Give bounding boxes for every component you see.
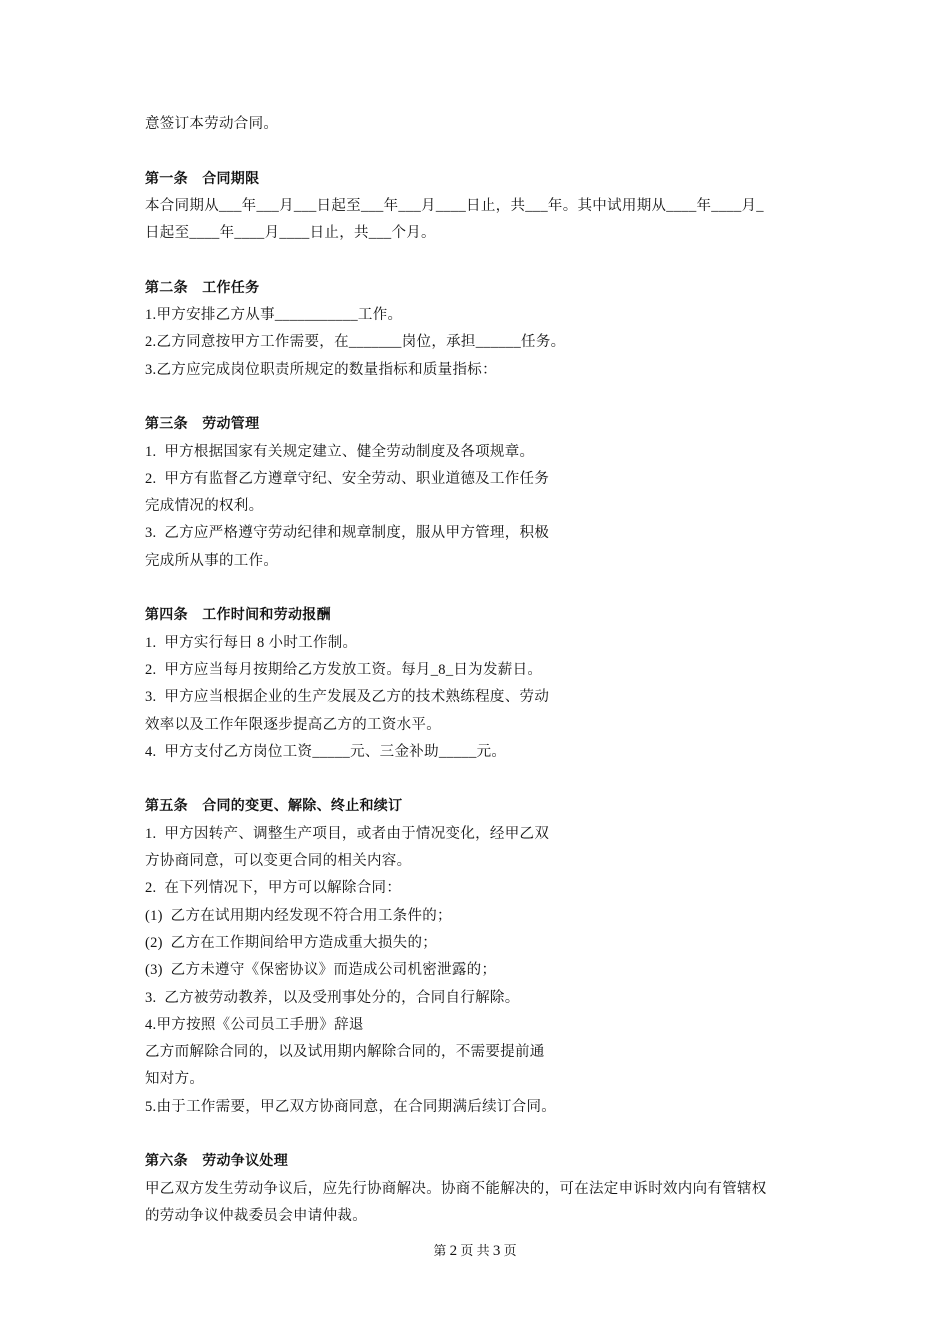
paragraph-line: 的劳动争议仲裁委员会申请仲裁。 — [145, 1207, 367, 1224]
section-heading: 第五条 合同的变更、解除、终止和续订 — [145, 798, 403, 815]
section-heading: 第四条 工作时间和劳动报酬 — [145, 607, 331, 624]
paragraph-line: 知对方。 — [145, 1071, 205, 1088]
blank-line — [145, 766, 825, 793]
total-page-count: 3 — [492, 1243, 501, 1259]
blank-line — [145, 138, 825, 165]
section-heading: 第三条 劳动管理 — [145, 416, 260, 433]
paragraph-line: 2. 甲方应当每月按期给乙方发放工资。每月_8_日为发薪日。 — [145, 661, 543, 678]
paragraph-line: 日起至____年____月____日止，共___个月。 — [145, 225, 436, 242]
paragraph-line: 3.乙方应完成岗位职责所规定的数量指标和质量指标： — [145, 361, 497, 378]
paragraph-line: 2.乙方同意按甲方工作需要，在_______岗位，承担______任务。 — [145, 334, 566, 351]
current-page-number: 2 — [449, 1243, 458, 1259]
paragraph-line: (2) 乙方在工作期间给甲方造成重大损失的； — [145, 934, 438, 951]
page-footer — [0, 1240, 950, 1260]
paragraph-line: 效率以及工作年限逐步提高乙方的工资水平。 — [145, 716, 441, 733]
section-heading: 第一条 合同期限 — [145, 170, 260, 187]
blank-line — [145, 1121, 825, 1148]
paragraph-line: 1.甲方安排乙方从事___________工作。 — [145, 307, 403, 324]
footer-prefix: 第 — [433, 1243, 450, 1258]
paragraph-line: 完成所从事的工作。 — [145, 552, 279, 569]
paragraph-line: 1. 甲方实行每日 8 小时工作制。 — [145, 634, 358, 651]
paragraph-line: 乙方而解除合同的，以及试用期内解除合同的，不需要提前通 — [145, 1044, 545, 1061]
paragraph-line: 4.甲方按照《公司员工手册》辞退 — [145, 1016, 364, 1033]
paragraph-line: 完成情况的权利。 — [145, 498, 264, 515]
paragraph-line: (3) 乙方未遵守《保密协议》而造成公司机密泄露的； — [145, 962, 497, 979]
section-heading: 第二条 工作任务 — [145, 279, 260, 296]
paragraph-line: (1) 乙方在试用期内经发现不符合用工条件的； — [145, 907, 452, 924]
paragraph-line: 2. 甲方有监督乙方遵章守纪、安全劳动、职业道德及工作任务 — [145, 470, 550, 487]
paragraph-line: 3. 乙方被劳动教养，以及受刑事处分的，合同自行解除。 — [145, 989, 520, 1006]
paragraph-line: 3. 乙方应严格遵守劳动纪律和规章制度，服从甲方管理，积极 — [145, 525, 550, 542]
footer-suffix: 页 — [500, 1243, 517, 1258]
section-heading: 第六条 劳动争议处理 — [145, 1153, 288, 1170]
blank-line — [145, 384, 825, 411]
paragraph-line: 1. 甲方根据国家有关规定建立、健全劳动制度及各项规章。 — [145, 443, 535, 460]
blank-line — [145, 575, 825, 602]
paragraph-line: 2. 在下列情况下，甲方可以解除合同： — [145, 880, 402, 897]
blank-line — [145, 247, 825, 274]
footer-mid: 页 共 — [457, 1243, 493, 1258]
document-body — [145, 111, 825, 1230]
paragraph-line: 方协商同意，可以变更合同的相关内容。 — [145, 853, 412, 870]
paragraph-line: 1. 甲方因转产、调整生产项目，或者由于情况变化，经甲乙双 — [145, 825, 550, 842]
paragraph-line: 5.由于工作需要，甲乙双方协商同意，在合同期满后续订合同。 — [145, 1098, 557, 1115]
paragraph-line: 甲乙双方发生劳动争议后，应先行协商解决。协商不能解决的，可在法定申诉时效内向有管辖权 — [145, 1180, 767, 1197]
paragraph-line: 4. 甲方支付乙方岗位工资_____元、三金补助_____元。 — [145, 743, 507, 760]
paragraph-line: 本合同期从___年___月___日起至___年___月____日止，共___年。其中试用期从____年____月_ — [145, 197, 764, 214]
paragraph-line: 意签订本劳动合同。 — [145, 116, 279, 132]
paragraph-line: 3. 甲方应当根据企业的生产发展及乙方的技术熟练程度、劳动 — [145, 689, 550, 706]
